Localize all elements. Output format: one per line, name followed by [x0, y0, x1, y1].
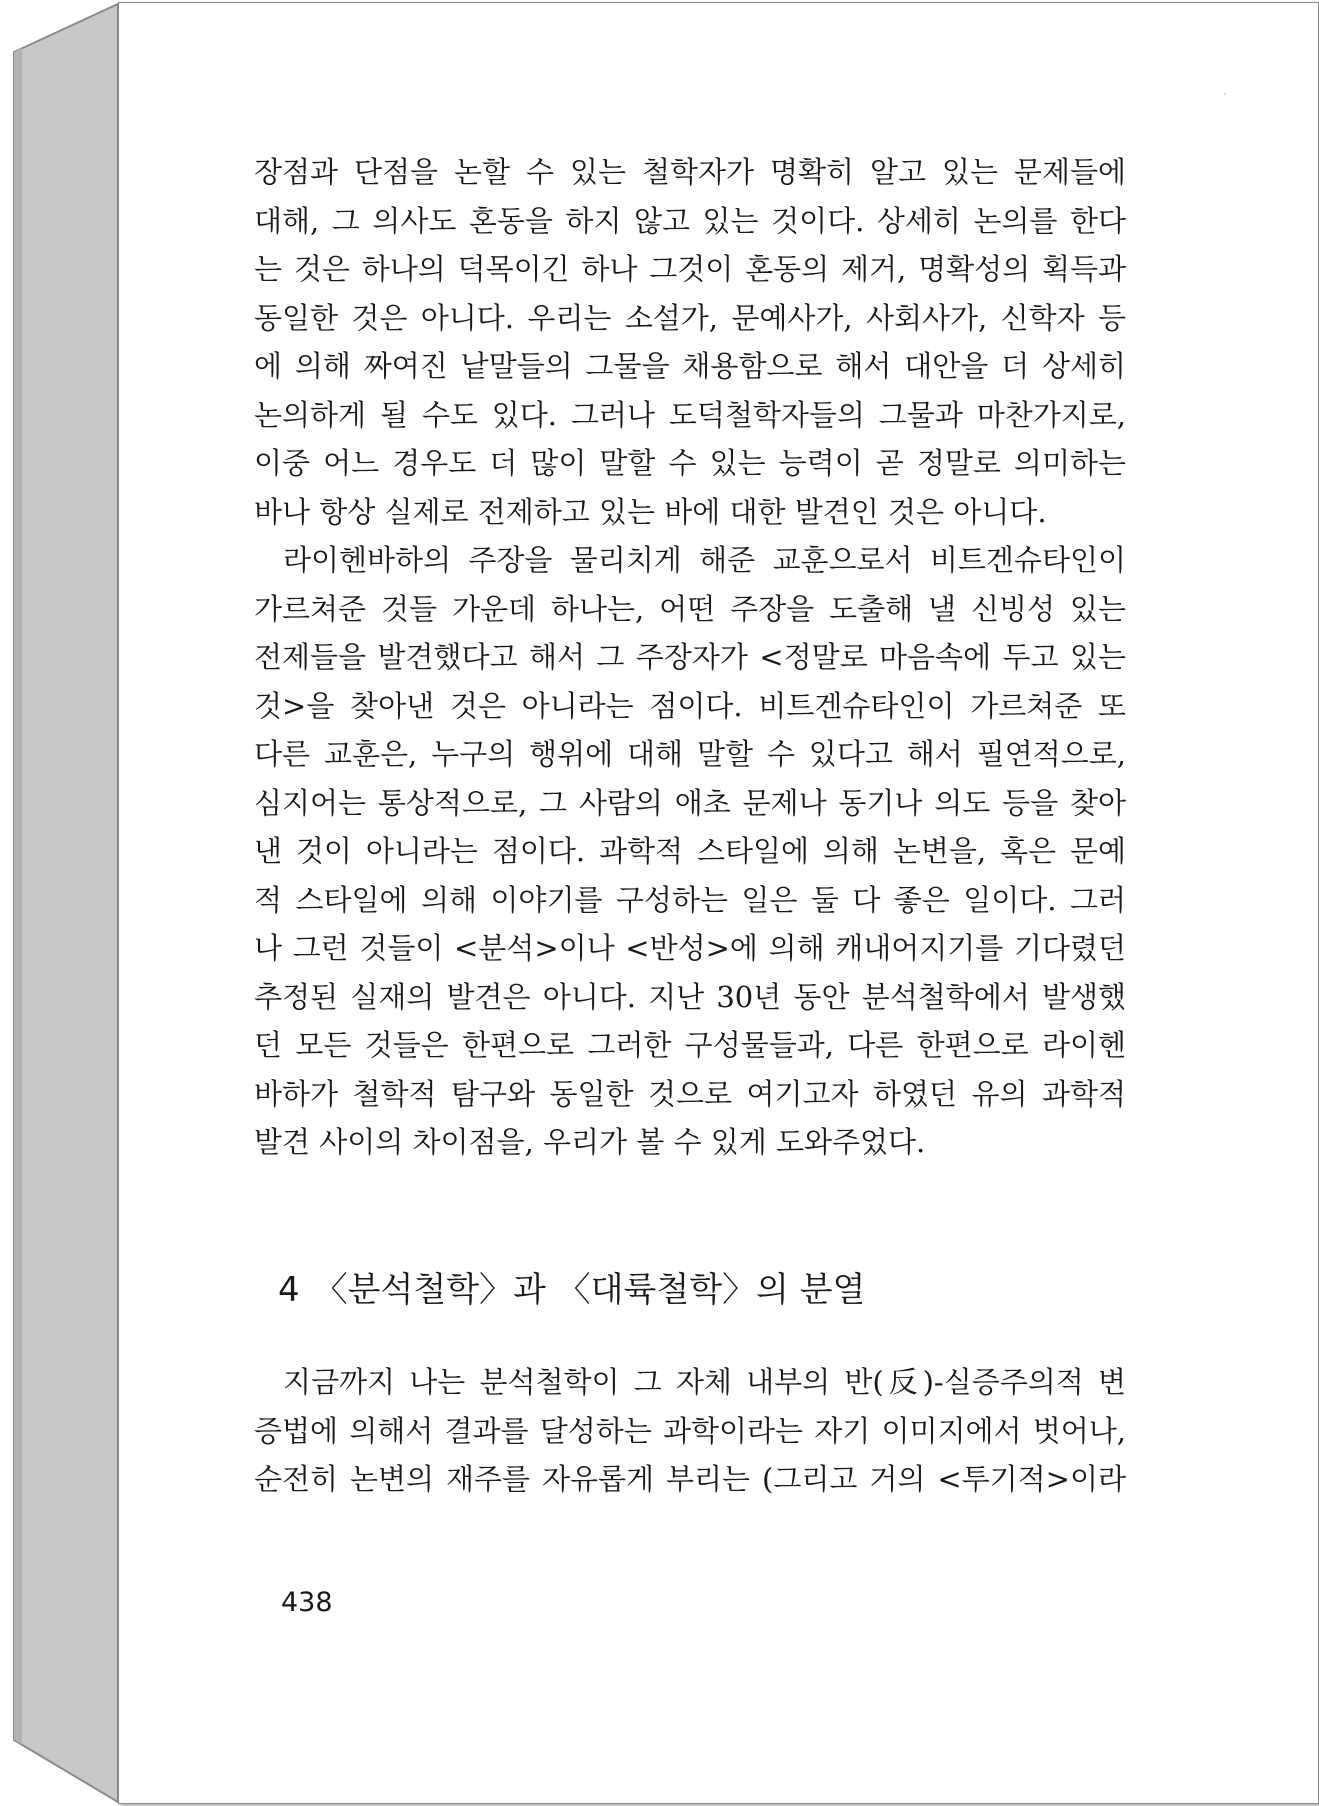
- text-line: 증법에 의해서 결과를 달성하는 과학이라는 자기 이미지에서 벗어나,: [254, 1413, 1126, 1448]
- text-line: 발견 사이의 차이점을, 우리가 볼 수 있게 도와주었다.: [254, 1125, 926, 1159]
- section-number: 4: [278, 1270, 300, 1310]
- text-line: 순전히 논변의 재주를 자유롭게 부리는 (그리고 거의 <투기적>이라: [254, 1462, 1126, 1496]
- text-line: 동일한 것은 아니다. 우리는 소설가, 문예사가, 사회사가, 신학자 등: [254, 300, 1126, 335]
- text-line: 바나 항상 실제로 전제하고 있는 바에 대한 발견인 것은 아니다.: [254, 494, 1047, 529]
- text-line: 지금까지 나는 분석철학이 그 자체 내부의 반(反)-실증주의적 변: [283, 1365, 1126, 1399]
- text-line: 나 그런 것들이 <분석>이나 <반성>에 의해 캐내어지기를 기다렸던: [254, 931, 1126, 965]
- text-line: 낸 것이 아니라는 점이다. 과학적 스타일에 의해 논변을, 혹은 문예: [254, 834, 1126, 868]
- text-line: 적 스타일에 의해 이야기를 구성하는 일은 둘 다 좋은 일이다. 그러: [254, 882, 1126, 917]
- text-line: 논의하게 될 수도 있다. 그러나 도덕철학자들의 그물과 마찬가지로,: [254, 397, 1126, 432]
- text-line: 에 의해 짜여진 낱말들의 그물을 채용함으로 해서 대안을 더 상세히: [254, 349, 1126, 383]
- text-line: 는 것은 하나의 덕목이긴 하나 그것이 혼동의 제거, 명확성의 획득과: [254, 252, 1126, 286]
- text-line: 라이헨바하의 주장을 물리치게 해준 교훈으로서 비트겐슈타인이: [283, 543, 1126, 577]
- page-speck: [1224, 93, 1226, 95]
- text-line: 다른 교훈은, 누구의 행위에 대해 말할 수 있다고 해서 필연적으로,: [254, 737, 1126, 771]
- text-line: 전제들을 발견했다고 해서 그 주장자가 <정말로 마음속에 두고 있는: [254, 640, 1126, 674]
- paragraph-block-1: [254, 150, 1126, 1169]
- paragraph-block-2: [254, 1360, 1126, 1506]
- page-number: 438: [281, 1587, 333, 1618]
- text-line: 것>을 찾아낸 것은 아니라는 점이다. 비트겐슈타인이 가르쳐준 또: [254, 688, 1126, 723]
- text-line: 이중 어느 경우도 더 많이 말할 수 있는 능력이 곧 정말로 의미하는: [254, 446, 1126, 480]
- text-line: 가르쳐준 것들 가운데 하나는, 어떤 주장을 도출해 낼 신빙성 있는: [254, 591, 1126, 626]
- text-line: 심지어는 통상적으로, 그 사람의 애초 문제나 동기나 의도 등을 찾아: [254, 785, 1126, 820]
- text-line: 장점과 단점을 논할 수 있는 철학자가 명확히 알고 있는 문제들에: [254, 155, 1126, 189]
- text-line: 대해, 그 의사도 혼동을 하지 않고 있는 것이다. 상세히 논의를 한다: [254, 203, 1126, 238]
- section-title: 〈분석철학〉과 〈대륙철학〉의 분열: [313, 1270, 866, 1310]
- text-line: 추정된 실재의 발견은 아니다. 지난 30년 동안 분석철학에서 발생했: [254, 979, 1126, 1014]
- section-heading: [278, 1268, 865, 1312]
- text-line: 던 모든 것들은 한편으로 그러한 구성물들과, 다른 한편으로 라이헨: [254, 1028, 1126, 1062]
- text-line: 바하가 철학적 탐구와 동일한 것으로 여기고자 하였던 유의 과학적: [254, 1076, 1126, 1111]
